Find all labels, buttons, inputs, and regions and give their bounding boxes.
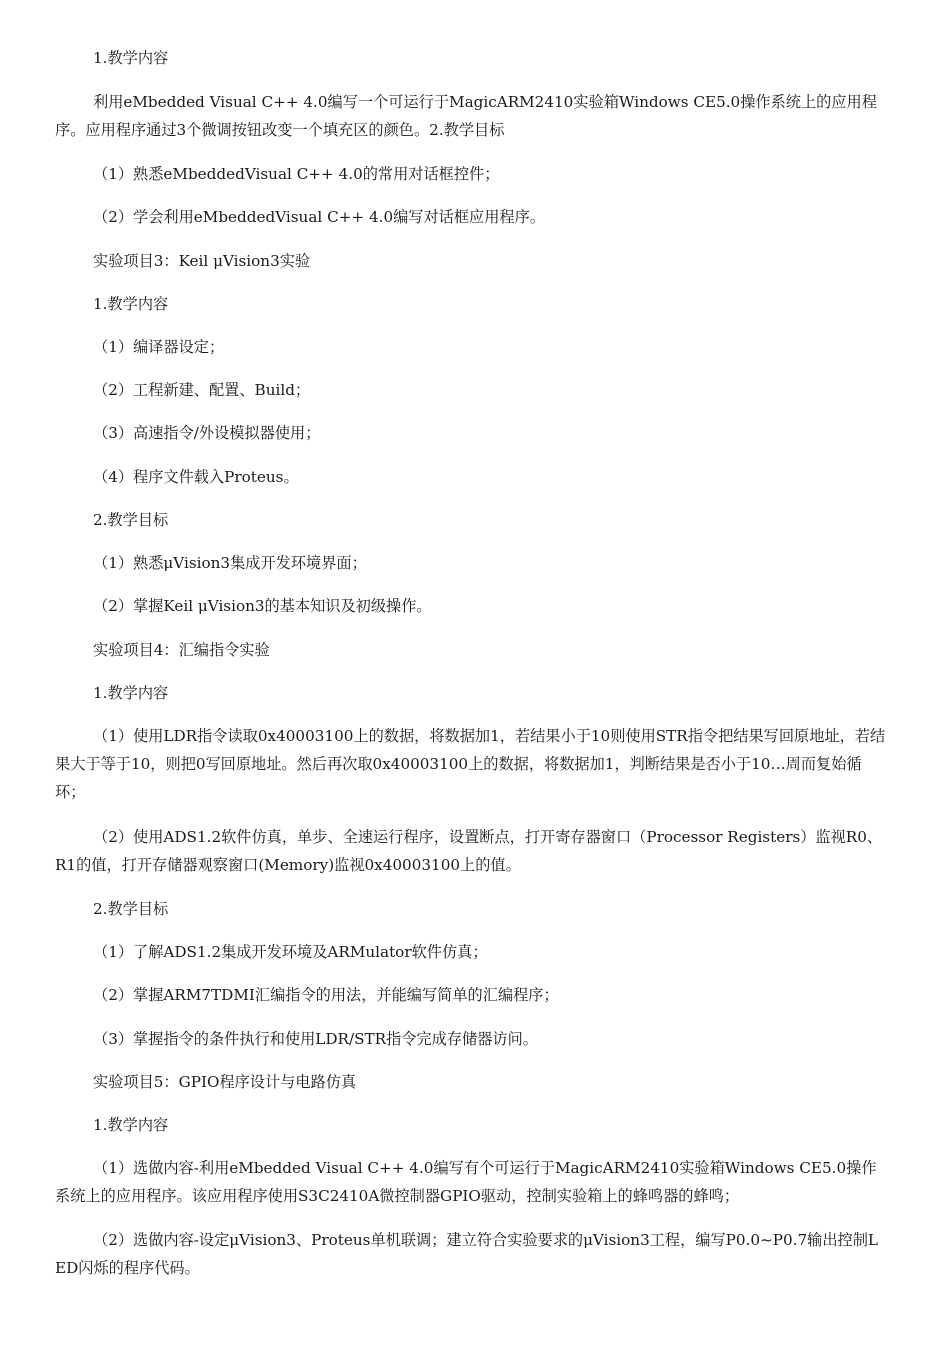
paragraph-list-item: （2）学会利用eMbeddedVisual C++ 4.0编写对话框应用程序。 [93,208,545,226]
paragraph-heading-teaching-content: 1.教学内容 [93,295,169,313]
paragraph-list-item: （2）工程新建、配置、Build； [93,381,311,399]
paragraph-list-item: （1）熟悉eMbeddedVisual C++ 4.0的常用对话框控件； [93,165,500,183]
paragraph-list-item: （2）掌握Keil μVision3的基本知识及初级操作。 [93,597,432,615]
paragraph-list-item: （4）程序文件载入Proteus。 [93,468,299,486]
paragraph-body: （1）使用LDR指令读取0x40003100上的数据，将数据加1，若结果小于10则使用STR指令把结果写回原地址，若结果大于等于10，则把0写回原地址。然后再次取0x40003100上的数据，将数据加1，判断结果是否小于10…周而复始循环； [55,727,886,801]
paragraph-heading-teaching-content: 1.教学内容 [93,1116,169,1134]
paragraph-body: （2）选做内容-设定μVision3、Proteus单机联调；建立符合实验要求的μVision3工程，编写P0.0~P0.7输出控制LED闪烁的程序代码。 [55,1231,878,1277]
paragraph-project-title: 实验项目3：Keil μVision3实验 [93,252,311,270]
paragraph-list-item: （1）熟悉μVision3集成开发环境界面； [93,554,367,572]
paragraph-heading-teaching-content: 1.教学内容 [93,49,169,67]
paragraph-heading-teaching-goal: 2.教学目标 [93,511,169,529]
paragraph-body: （2）使用ADS1.2软件仿真，单步、全速运行程序，设置断点，打开寄存器窗口（Processor Registers）监视R0、R1的值，打开存储器观察窗口(Memory)监视0x40003100上的值。 [55,828,883,874]
paragraph-list-item: （2）掌握ARM7TDMI汇编指令的用法，并能编写简单的汇编程序； [93,986,559,1004]
paragraph-list-item: （3）高速指令/外设模拟器使用； [93,424,321,442]
paragraph-body: 利用eMbedded Visual C++ 4.0编写一个可运行于MagicARM2410实验箱Windows CE5.0操作系统上的应用程序。应用程序通过3个微调按钮改变一个填充区的颜色。2.教学目标 [55,93,877,139]
paragraph-list-item: （1）了解ADS1.2集成开发环境及ARMulator软件仿真； [93,943,488,961]
paragraph-project-title: 实验项目4：汇编指令实验 [93,641,270,659]
paragraph-heading-teaching-content: 1.教学内容 [93,684,169,702]
paragraph-project-title: 实验项目5：GPIO程序设计与电路仿真 [93,1073,357,1091]
paragraph-body: （1）选做内容-利用eMbedded Visual C++ 4.0编写有个可运行于MagicARM2410实验箱Windows CE5.0操作系统上的应用程序。该应用程序使用S3C2410A微控制器GPIO驱动，控制实验箱上的蜂鸣器的蜂鸣； [55,1159,877,1205]
paragraph-heading-teaching-goal: 2.教学目标 [93,900,169,918]
paragraph-list-item: （1）编译器设定； [93,338,225,356]
paragraph-list-item: （3）掌握指令的条件执行和使用LDR/STR指令完成存储器访问。 [93,1030,538,1048]
